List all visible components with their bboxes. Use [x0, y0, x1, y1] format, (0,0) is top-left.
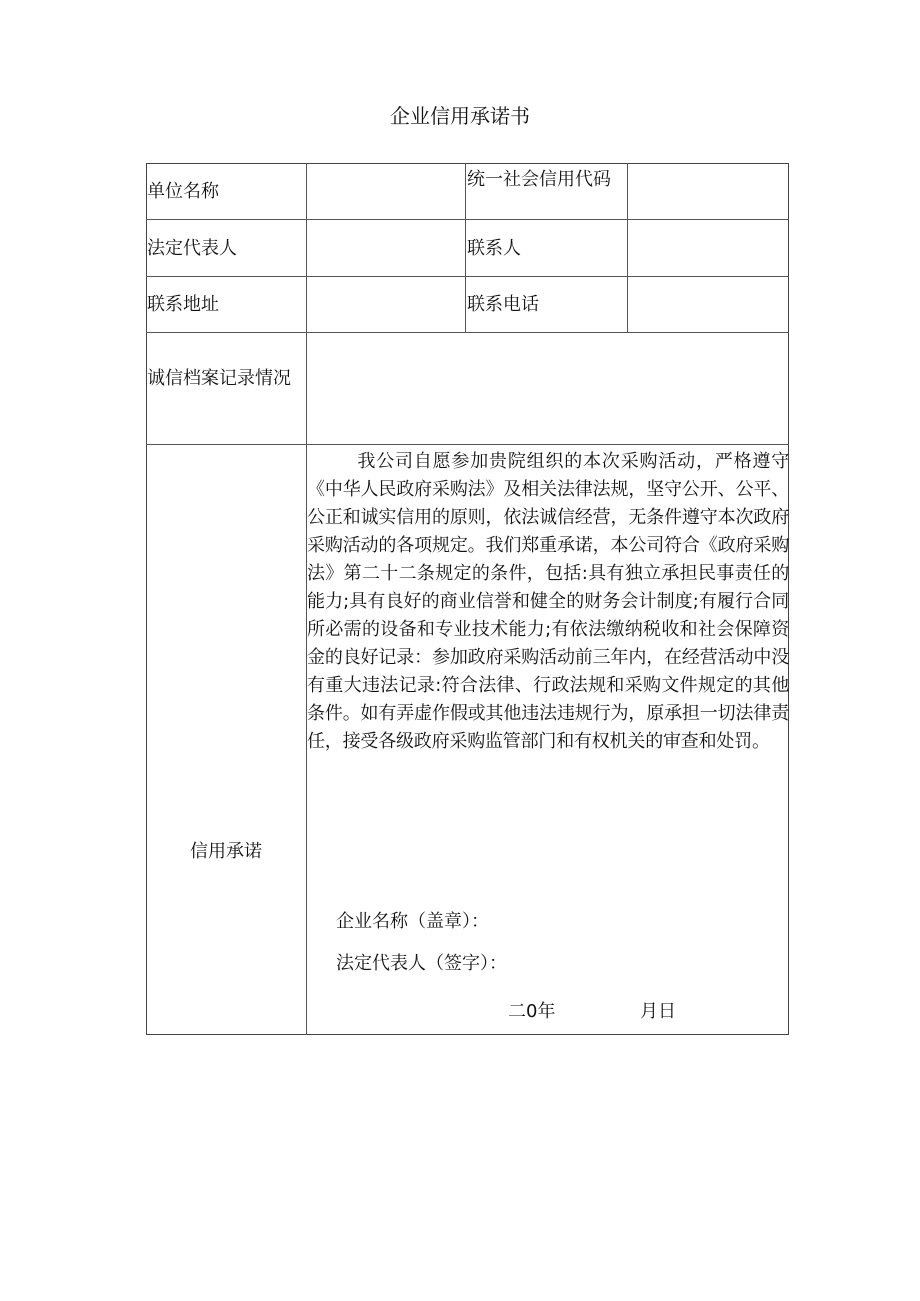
unit-name-field[interactable]	[307, 164, 465, 219]
date-year: 二0年	[508, 1001, 556, 1022]
unit-name-label: 单位名称	[147, 181, 219, 202]
credit-code-label: 统一社会信用代码	[467, 169, 611, 190]
row-divider	[146, 444, 789, 445]
document-title: 企业信用承诺书	[390, 104, 530, 128]
integrity-record-label: 诚信档案记录情况	[147, 368, 291, 389]
legal-representative-field[interactable]	[307, 220, 465, 276]
contact-address-field[interactable]	[307, 277, 465, 332]
contact-address-label: 联系地址	[147, 294, 219, 315]
commitment-statement	[307, 448, 789, 756]
contact-phone-field[interactable]	[628, 277, 788, 332]
company-seal-label: 企业名称（盖章）：	[336, 911, 489, 932]
legal-rep-signature-label: 法定代表人（签字）：	[336, 953, 507, 974]
commitment-paragraph: 我公司自愿参加贵院组织的本次采购活动，严格遵守《中华人民政府采购法》及相关法律法规，坚守公开、公平、公正和诚实信用的原则，依法诚信经营，无条件遵守本次政府采购活动的各项规定。我们郑重承诺，本公司符合《政府采购法》第二十二条规定的条件，包括:具有独立承担民事责任的能力;具有良好的商业信誉和健全的财务会计制度;有履行合同所必需的设备和专业技术能力;有依法缴纳税收和社会保障资金的良好记录：参加政府采购活动前三年内，在经营活动中没有重大违法记录:符合法律、行政法规和采购文件规定的其他条件。如有弄虚作假或其他违法违规行为，原承担一切法律责任，接受各级政府采购监管部门和有权机关的审查和处罚。	[307, 451, 789, 752]
credit-code-field[interactable]	[628, 164, 788, 219]
integrity-record-field[interactable]	[307, 333, 788, 444]
contact-person-field[interactable]	[628, 220, 788, 276]
credit-commitment-label: 信用承诺	[190, 841, 262, 862]
legal-representative-label: 法定代表人	[147, 238, 237, 259]
contact-person-label: 联系人	[467, 238, 521, 259]
column-divider	[465, 163, 466, 332]
contact-phone-label: 联系电话	[467, 294, 539, 315]
date-month-day: 月日	[640, 1001, 676, 1022]
